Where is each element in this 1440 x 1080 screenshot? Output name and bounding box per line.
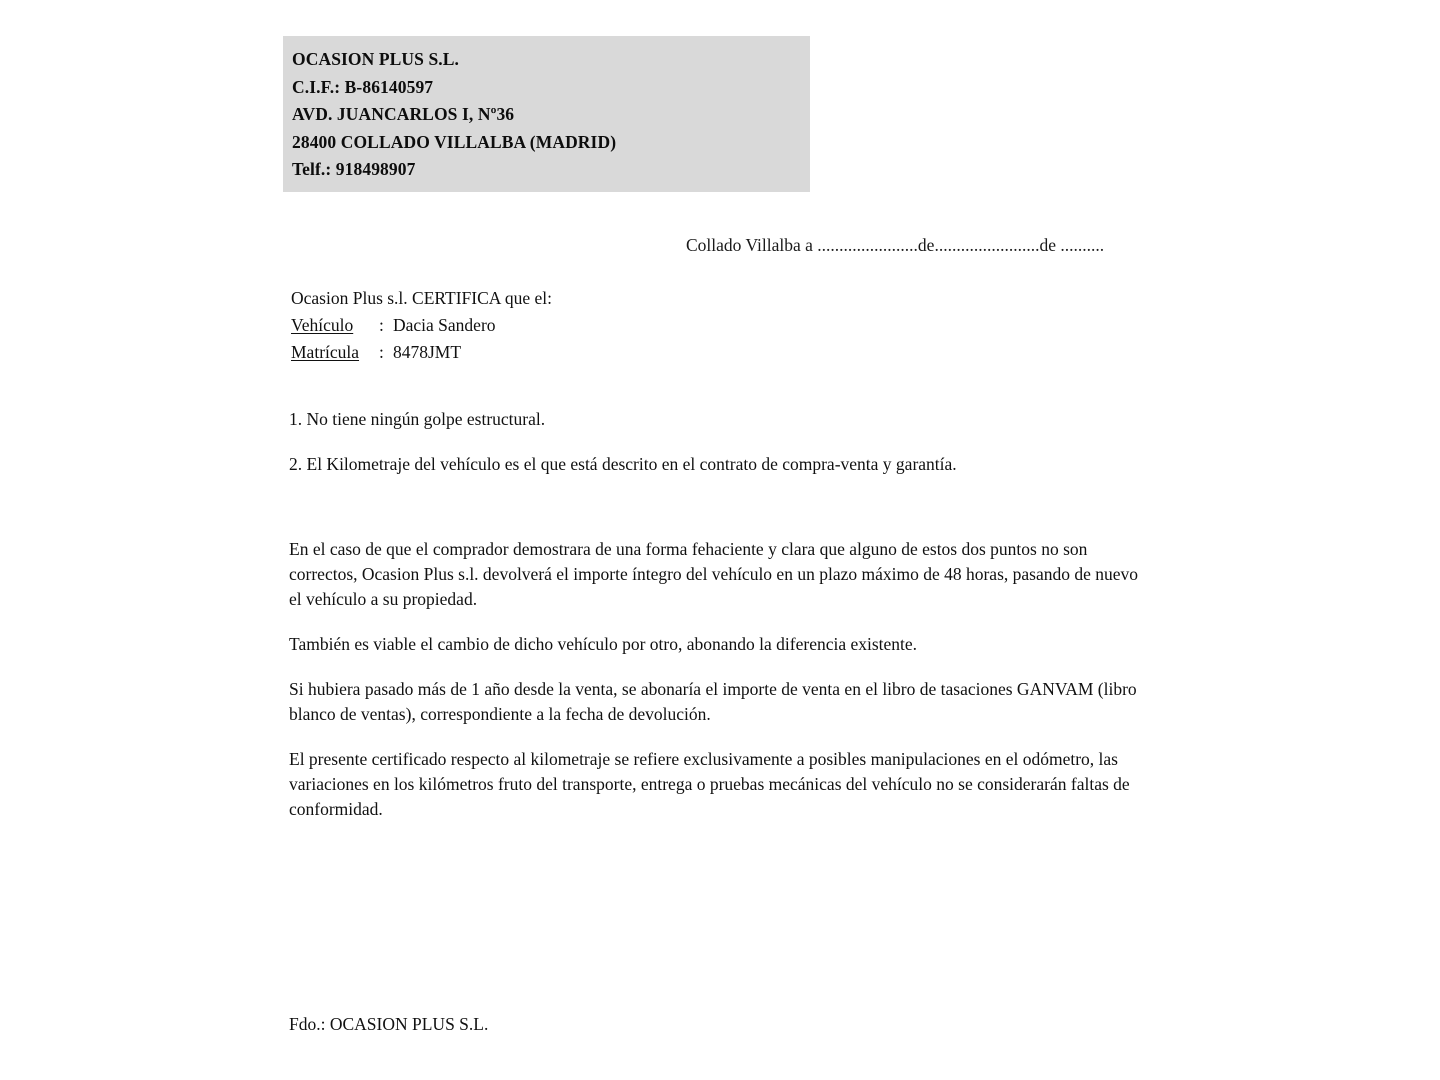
document-body <box>289 537 1154 822</box>
vehicle-label: Vehículo <box>291 315 354 335</box>
vehicle-row <box>291 312 552 339</box>
company-cif: C.I.F.: B-86140597 <box>292 76 434 97</box>
list-item: 2. El Kilometraje del vehículo es el que está descrito en el contrato de compra-venta y garantía. <box>289 454 957 474</box>
company-letterhead <box>283 36 810 192</box>
plate-value: 8478JMT <box>393 342 462 362</box>
paragraph-refund-terms: En el caso de que el comprador demostrara de una forma fehaciente y clara que alguno de estos dos puntos no son correctos, Ocasion Plus s.l. devolverá el importe íntegro del vehículo en un plazo máximo de 48 horas, pasando de nuevo el vehículo a su propiedad. <box>289 539 1139 609</box>
vehicle-value: Dacia Sandero <box>393 315 496 335</box>
certification-block <box>291 285 552 366</box>
plate-label: Matrícula <box>291 342 360 362</box>
company-phone: Telf.: 918498907 <box>292 159 416 179</box>
date-line: Collado Villalba a .......................de........................de .......... <box>686 235 1105 255</box>
company-city: 28400 COLLADO VILLALBA (MADRID) <box>292 131 617 152</box>
company-name: OCASION PLUS S.L. <box>292 49 460 69</box>
plate-separator: : <box>379 342 384 362</box>
paragraph-one-year-clause: Si hubiera pasado más de 1 año desde la venta, se abonaría el importe de venta en el libro de tasaciones GANVAM (libro blanco de ventas), correspondiente a la fecha de devolución. <box>289 679 1137 724</box>
signature-line: Fdo.: OCASION PLUS S.L. <box>289 1014 489 1034</box>
certification-intro: Ocasion Plus s.l. CERTIFICA que el: <box>291 288 552 308</box>
plate-row <box>291 339 552 366</box>
list-item: 1. No tiene ningún golpe estructural. <box>289 409 546 429</box>
paragraph-odometer-scope: El presente certificado respecto al kilometraje se refiere exclusivamente a posibles manipulaciones en el odómetro, las variaciones en los kilómetros fruto del transporte, entrega o pruebas mecánicas del vehículo no se considerarán faltas de conformidad. <box>289 749 1130 819</box>
vehicle-separator: : <box>379 315 384 335</box>
certified-points-list <box>289 407 957 497</box>
company-street: AVD. JUANCARLOS I, Nº36 <box>292 104 515 124</box>
paragraph-exchange-option: También es viable el cambio de dicho vehículo por otro, abonando la diferencia existente. <box>289 634 918 654</box>
